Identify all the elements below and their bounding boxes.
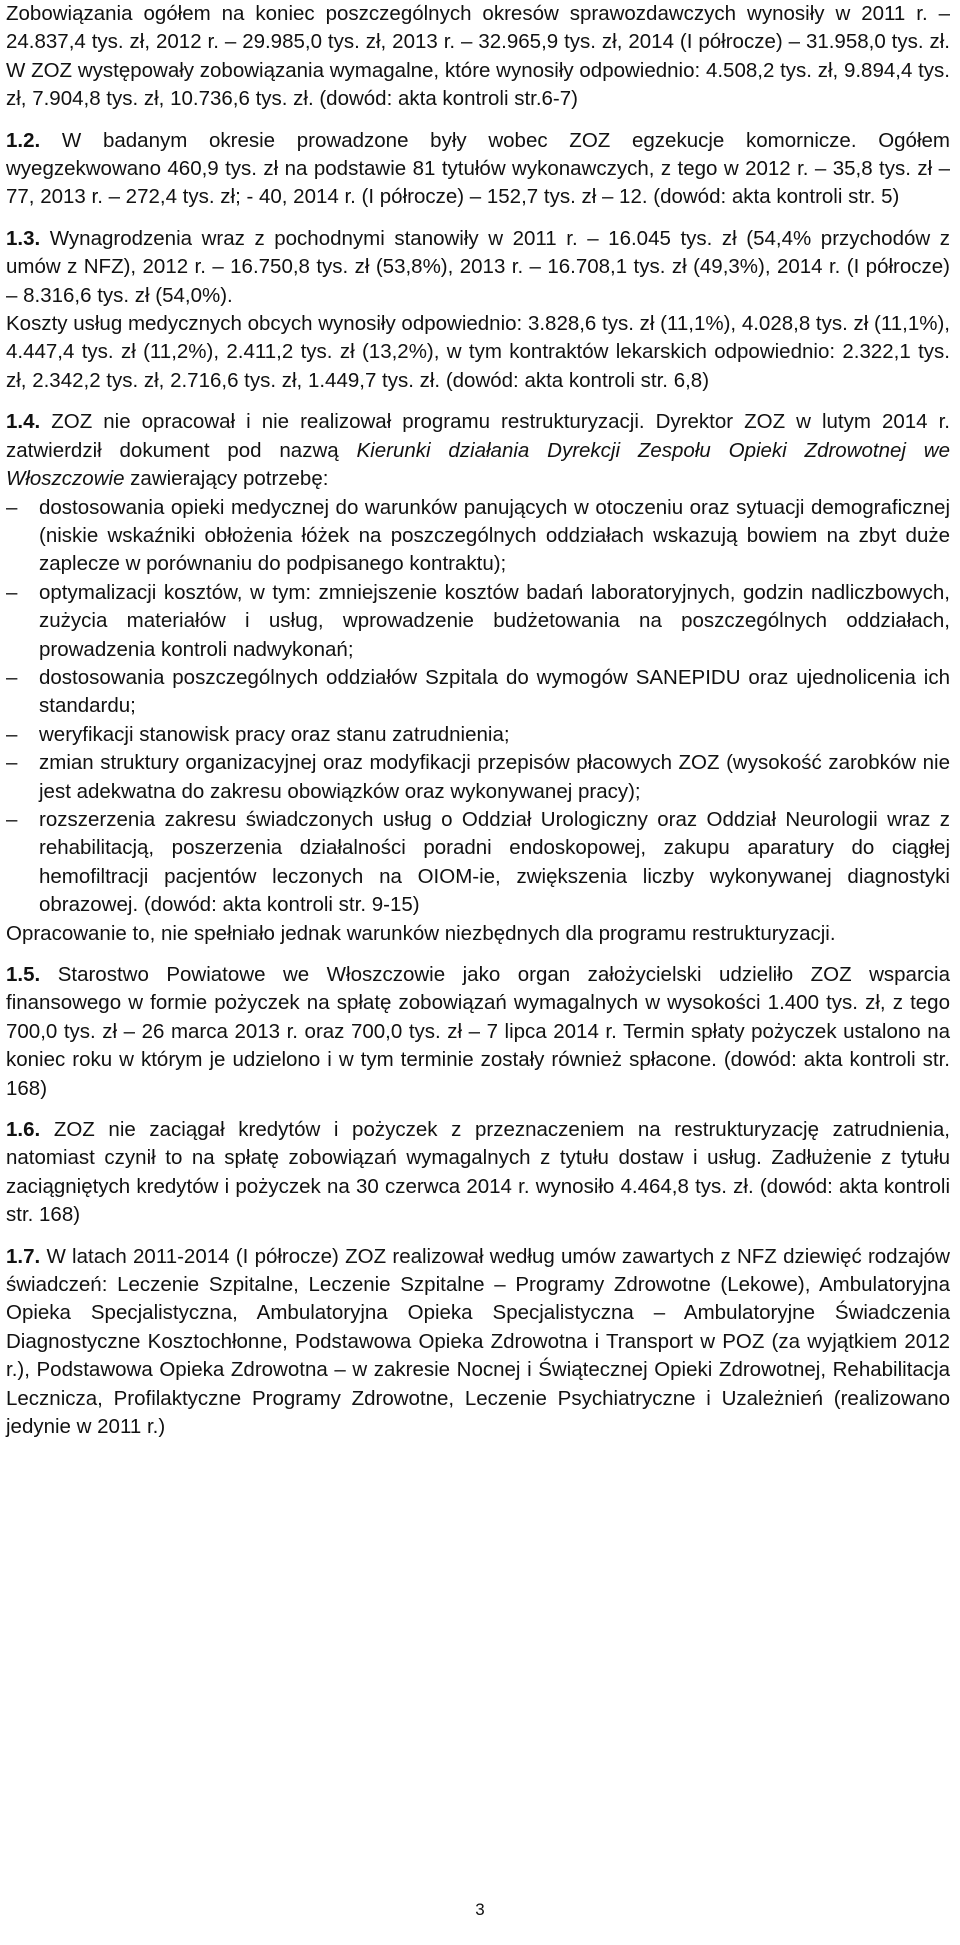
dash-marker: – <box>6 807 18 831</box>
section-text: Starostwo Powiatowe we Włoszczowie jako organ założycielski udzieliło ZOZ wsparcia finansowego w formie pożyczek na spłatę zobowiązań wymagalnych w wysokości 1.400 tys. zł, z tego 700,0 tys. zł – 26 marca 2013 r. oraz 700,0 tys. zł – 7 lipca 2014 r. Termin spłaty pożyczek ustalono na koniec roku w którym je udzielono i w tym terminie zostały również spłacone. (dowód: akta kontroli str. 168) <box>6 963 950 1100</box>
list-item-text: rozszerzenia zakresu świadczonych usług o Oddział Urologiczny oraz Oddział Neurologii wraz z rehabilitacją, poszerzenia działalności poradni endoskopowej, zakupu aparatury do ciągłej hemofiltracji pacjentów leczonych na OIOM-ie, zwiększenia liczby wykonywanej diagnostyki obrazowej. (dowód: akta kontroli str. 9-15) <box>39 807 950 917</box>
dash-marker: – <box>6 665 18 689</box>
section-1-2 <box>6 127 950 212</box>
list-item <box>6 664 950 721</box>
list-item <box>6 579 950 664</box>
needs-list <box>6 494 950 920</box>
list-item <box>6 494 950 579</box>
section-text: W latach 2011-2014 (I półrocze) ZOZ realizował według umów zawartych z NFZ dziewięć rodzajów świadczeń: Leczenie Szpitalne, Leczenie Szpitalne – Programy Zdrowotne (Lekowe), Ambulatoryjna Opieka Specjalistyczna, Ambulatoryjna Opieka Specjalistyczna – Ambulatoryjne Świadczenia Diagnostyczne Kosztochłonne, Podstawowa Opieka Zdrowotna i Transport w POZ (za wyjątkiem 2012 r.), Podstawowa Opieka Zdrowotna – w zakresie Nocnej i Świątecznej Opieki Zdrowotnej, Rehabilitacja Lecznicza, Profilaktyczne Programy Zdrowotne, Leczenie Psychiatryczne i Uzależnień (realizowano jedynie w 2011 r.) <box>6 1244 950 1439</box>
list-item-text: dostosowania opieki medycznej do warunków panujących w otoczeniu oraz sytuacji demograficznej (niskie wskaźniki obłożenia łóżek na poszczególnych oddziałach wskazują bowiem na zbyt duże zaplecze w porównaniu do podpisanego kontraktu); <box>39 495 950 576</box>
page-number: 3 <box>475 1900 485 1919</box>
list-item <box>6 721 950 749</box>
list-item-text: weryfikacji stanowisk pracy oraz stanu zatrudnienia; <box>39 722 510 746</box>
section-1-4-conclusion: Opracowanie to, nie spełniało jednak warunków niezbędnych dla programu restrukturyzacji. <box>6 921 836 945</box>
section-number: 1.4. <box>6 410 41 434</box>
dash-marker: – <box>6 722 18 746</box>
section-text: zawierający potrzebę: <box>124 467 329 491</box>
section-text: W badanym okresie prowadzone były wobec ZOZ egzekucje komornicze. Ogółem wyegzekwowano 460,9 tys. zł na podstawie 81 tytułów wykonawczych, z tego w 2012 r. – 35,8 tys. zł – 77, 2013 r. – 272,4 tys. zł; - 40, 2014 r. (I półrocze) – 152,7 tys. zł – 12. (dowód: akta kontroli str. 5) <box>6 128 950 209</box>
section-text: Wynagrodzenia wraz z pochodnymi stanowiły w 2011 r. – 16.045 tys. zł (54,4% przychodów z umów z NFZ), 2012 r. – 16.750,8 tys. zł (53,8%), 2013 r. – 16.708,1 tys. zł (49,3%), 2014 r. (I półrocze) – 8.316,6 tys. zł (54,0%). <box>6 226 950 307</box>
document-title: Kierunki działania Dyrekcji Zespołu Opieki Zdrowotnej we Włoszczowie <box>6 438 950 491</box>
section-text: ZOZ nie zaciągał kredytów i pożyczek z przeznaczeniem na restrukturyzację zatrudnienia, natomiast czynił to na spłatę zobowiązań wymagalnych z tytułu dostaw i usług. Zadłużenie z tytułu zaciągniętych kredytów i pożyczek na 30 czerwca 2014 r. wynosiło 4.464,8 tys. zł. (dowód: akta kontroli str. 168) <box>6 1118 950 1227</box>
section-1-4 <box>6 408 950 493</box>
section-1-3-continued: Koszty usług medycznych obcych wynosiły odpowiednio: 3.828,6 tys. zł (11,1%), 4.028,8 tys. zł (11,1%), 4.447,4 tys. zł (11,2%), 2.411,2 tys. zł (13,2%), w tym kontraktów lekarskich odpowiednio: 2.322,1 tys. zł, 2.342,2 tys. zł, 2.716,6 tys. zł, 1.449,7 tys. zł. (dowód: akta kontroli str. 6,8) <box>6 312 950 392</box>
section-number: 1.3. <box>6 226 41 250</box>
list-item <box>6 749 950 806</box>
dash-marker: – <box>6 580 18 604</box>
list-item <box>6 806 950 920</box>
list-item-text: zmian struktury organizacyjnej oraz modyfikacji przepisów płacowych ZOZ (wysokość zarobków nie jest adekwatna do zakresu obowiązków oraz wykonywanej pracy); <box>39 751 950 803</box>
section-1-3 <box>6 225 950 310</box>
section-number: 1.2. <box>6 128 41 152</box>
section-text: ZOZ nie opracował i nie realizował programu restrukturyzacji. Dyrektor ZOZ w lutym 2014 r. zatwierdził dokument pod nazwą <box>6 410 950 462</box>
section-1-6 <box>6 1116 950 1230</box>
section-1-5 <box>6 961 950 1103</box>
dash-marker: – <box>6 495 18 519</box>
section-number: 1.6. <box>6 1118 41 1142</box>
section-number: 1.5. <box>6 963 41 986</box>
list-item-text: dostosowania poszczególnych oddziałów Szpitala do wymogów SANEPIDU oraz ujednolicenia ich standardu; <box>39 665 950 718</box>
dash-marker: – <box>6 751 18 775</box>
section-1-7 <box>6 1243 950 1442</box>
list-item-text: optymalizacji kosztów, w tym: zmniejszenie kosztów badań laboratoryjnych, godzin nadliczbowych, zużycia materiałów i usług, wprowadzenie budżetowania na poszczególnych oddziałach, prowadzenia kontroli nadwykonań; <box>39 580 950 661</box>
section-number: 1.7. <box>6 1244 41 1268</box>
paragraph-liabilities: Zobowiązania ogółem na koniec poszczególnych okresów sprawozdawczych wynosiły w 2011 r. – 24.837,4 tys. zł, 2012 r. – 29.985,0 tys. zł, 2013 r. – 32.965,9 tys. zł, 2014 (I półrocze) – 31.958,0 tys. zł. W ZOZ występowały zobowiązania wymagalne, które wynosiły odpowiednio: 4.508,2 tys. zł, 9.894,4 tys. zł, 7.904,8 tys. zł, 10.736,6 tys. zł. (dowód: akta kontroli str.6-7) <box>6 2 950 111</box>
